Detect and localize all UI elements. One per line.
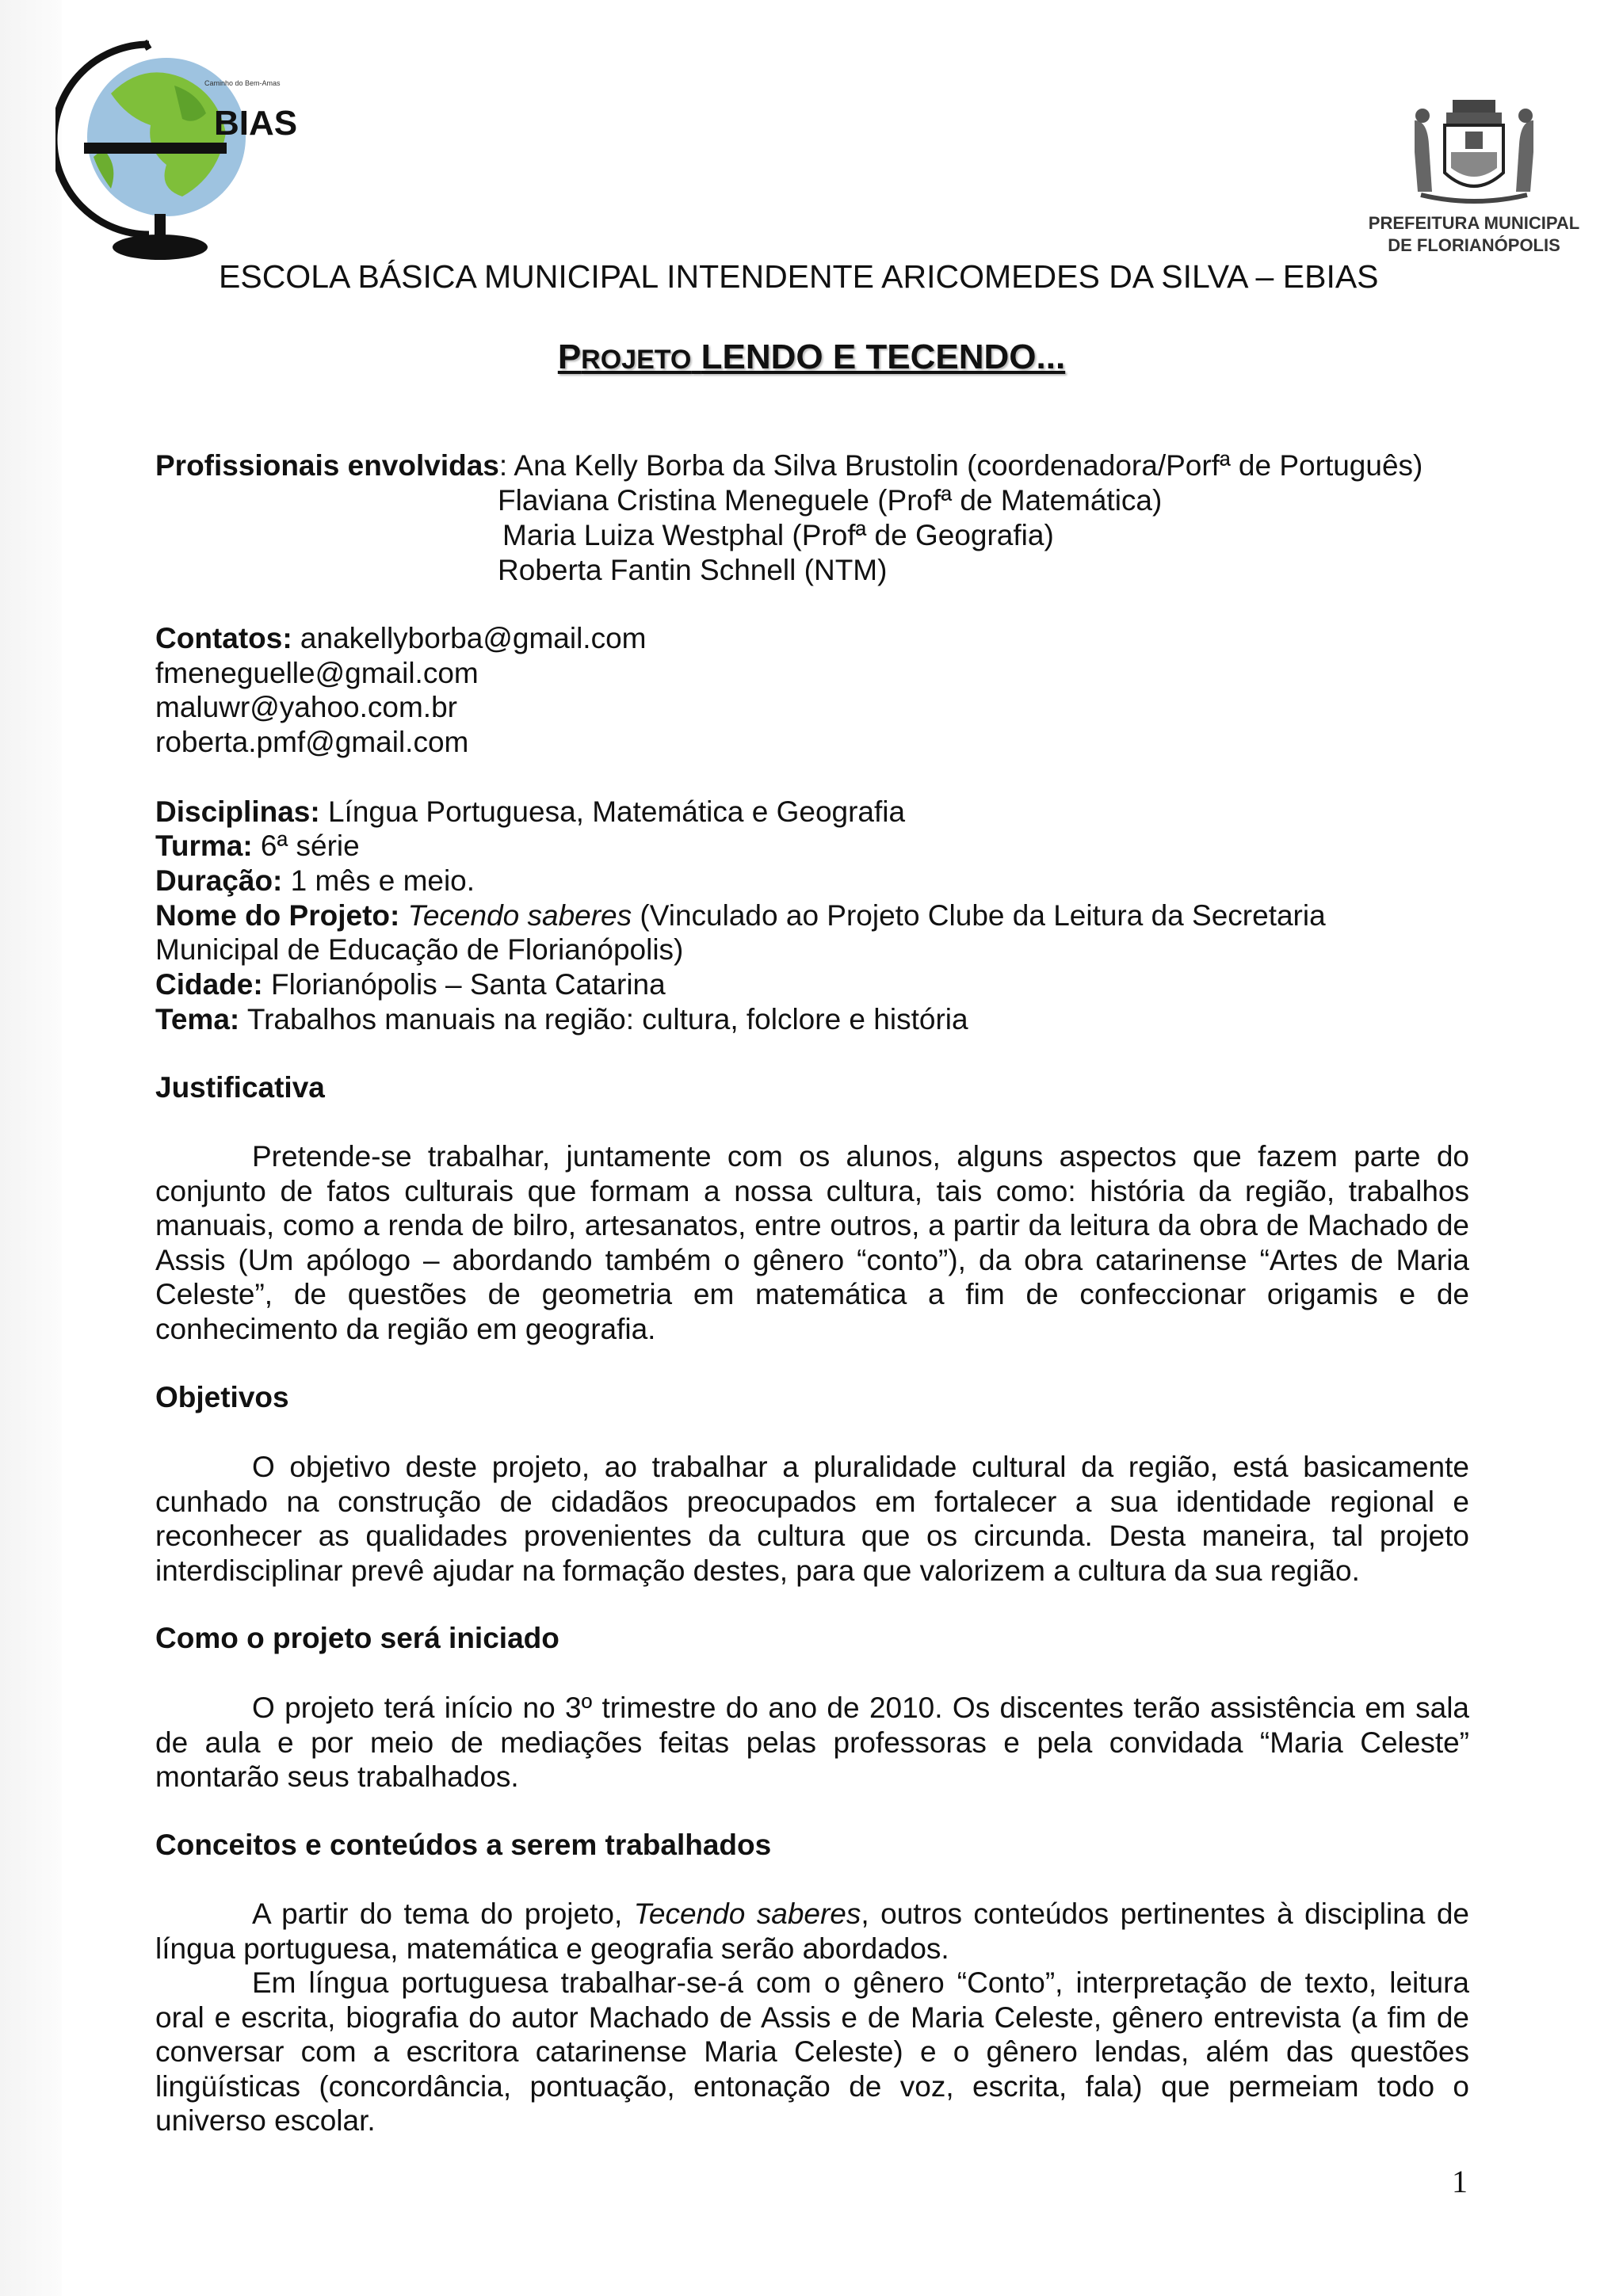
concepts-paragraph-2 [155,1966,1469,2138]
school-name: ESCOLA BÁSICA MUNICIPAL INTENDENTE ARICOMEDES DA SILVA – EBIAS [219,258,1379,295]
start-text: O projeto terá início no 3º trimestre do ano de 2010. Os discentes terão assistência em sala de aula e por meio de mediações feitas pelas professoras e pela convidada “Maria Celeste” montarão seus trabalhados. [155,1691,1469,1794]
objectives-heading: Objetivos [155,1381,289,1413]
project-name-line2: Municipal de Educação de Florianópolis) [155,933,684,966]
pmf-name-line2: DE FLORIANÓPOLIS [1388,235,1560,255]
project-name-italic: Tecendo saberes [407,899,632,932]
logo-text: BIAS [214,104,298,143]
justification-paragraph [155,1139,1469,1347]
concepts-p2-text: Em língua portuguesa trabalhar-se-á com o gênero “Conto”, interpretação de texto, leitura oral e escrita, biografia do autor Machado de Assis e de Maria Celeste, gênero entrevista (a fim de conversar com a escritora catarinense Maria Celeste) e o gênero lendas, além das questões lingüísticas (concordância, pontuação, entonação de voz, escrita, fala) que permeiam todo o universo escolar. [155,1966,1469,2138]
title-prefix-rest: ROJETO [581,345,692,375]
disciplines-line [155,795,905,830]
concepts-paragraph-1 [155,1897,1469,1966]
concepts-p1-italic: Tecendo saberes [633,1897,861,1930]
professional-4: Roberta Fantin Schnell (NTM) [498,554,888,586]
professionals-label: Profissionais envolvidas [155,449,499,482]
contact-email-4: roberta.pmf@gmail.com [155,726,469,758]
class-value: 6ª série [252,830,360,862]
disciplines-value: Língua Portuguesa, Matemática e Geografia [319,795,906,828]
start-paragraph [155,1691,1469,1794]
professional-3: Maria Luiza Westphal (Profª de Geografia) [502,519,1054,551]
logo-small-text: Caminho do Bem-Amas [204,79,281,87]
prefeitura-coat-of-arms-logo [1359,97,1589,263]
justification-text: Pretende-se trabalhar, juntamente com os alunos, alguns aspectos que fazem parte do conjunto de fatos culturais que formam a nossa cultura, tais como: história da região, trabalhos manuais, como a renda de bilro, artesanatos, entre outros, a partir da leitura da obra de Machado de Assis (Um apólogo – abordando também o gênero “conto”), da obra catarinense “Artes de Maria Celeste”, de questões de geometria em matemática a fim de confeccionar origamis e de conhecimento da região em geografia. [155,1140,1469,1345]
project-title [0,338,1623,377]
professional-2: Flaviana Cristina Meneguele (Profª de Matemática) [498,484,1163,517]
theme-label: Tema: [155,1003,240,1035]
city-value: Florianópolis – Santa Catarina [262,968,666,1001]
title-main: LENDO E TECENDO... [701,338,1066,376]
concepts-p1-start: A partir do tema do projeto, [252,1897,634,1930]
contacts-line [155,621,646,656]
city-label: Cidade: [155,968,263,1001]
justification-heading: Justificativa [155,1071,325,1104]
objectives-text: O objetivo deste projeto, ao trabalhar a pluralidade cultural da região, está basicamente cunhado na construção de cidadãos preocupados em fortalecer a sua identidade regional e reconhecer as qualidades provenientes da cultura que os circunda. Desta maneira, tal projeto interdisciplinar prevê ajudar na formação destes, para que valorizem a cultura da sua região. [155,1451,1469,1587]
contact-email-2: fmeneguelle@gmail.com [155,657,479,689]
professionals-line [155,448,1423,483]
professional-1: : Ana Kelly Borba da Silva Brustolin (coordenadora/Porfª de Português) [498,449,1423,482]
start-heading: Como o projeto será iniciado [155,1622,559,1654]
ebias-globe-logo [55,30,317,268]
project-name-line [155,898,1326,933]
objectives-paragraph [155,1450,1469,1588]
title-prefix-initial: P [557,338,582,376]
contact-email-3: maluwr@yahoo.com.br [155,691,457,723]
concepts-heading: Conceitos e conteúdos a serem trabalhados [155,1829,772,1861]
duration-label: Duração: [155,864,283,897]
concepts-p1-end: , outros conteúdos pertinentes à disciplina de língua portuguesa, matemática e geografia serão abordados. [155,1897,1469,1965]
project-name-rest: (Vinculado ao Projeto Clube da Leitura da Secretaria [632,899,1326,932]
theme-value: Trabalhos manuais na região: cultura, folclore e história [239,1003,968,1035]
class-label: Turma: [155,830,253,862]
contact-email-1: anakellyborba@gmail.com [292,622,647,654]
pmf-name-line1: PREFEITURA MUNICIPAL [1368,213,1580,233]
theme-line [155,1002,968,1037]
duration-line [155,864,475,898]
page-number: 1 [1452,2164,1468,2199]
duration-value: 1 mês e meio. [282,864,475,897]
class-line [155,829,360,864]
city-line [155,967,666,1002]
project-name-label: Nome do Projeto: [155,899,400,932]
contacts-label: Contatos: [155,622,292,654]
disciplines-label: Disciplinas: [155,795,320,828]
